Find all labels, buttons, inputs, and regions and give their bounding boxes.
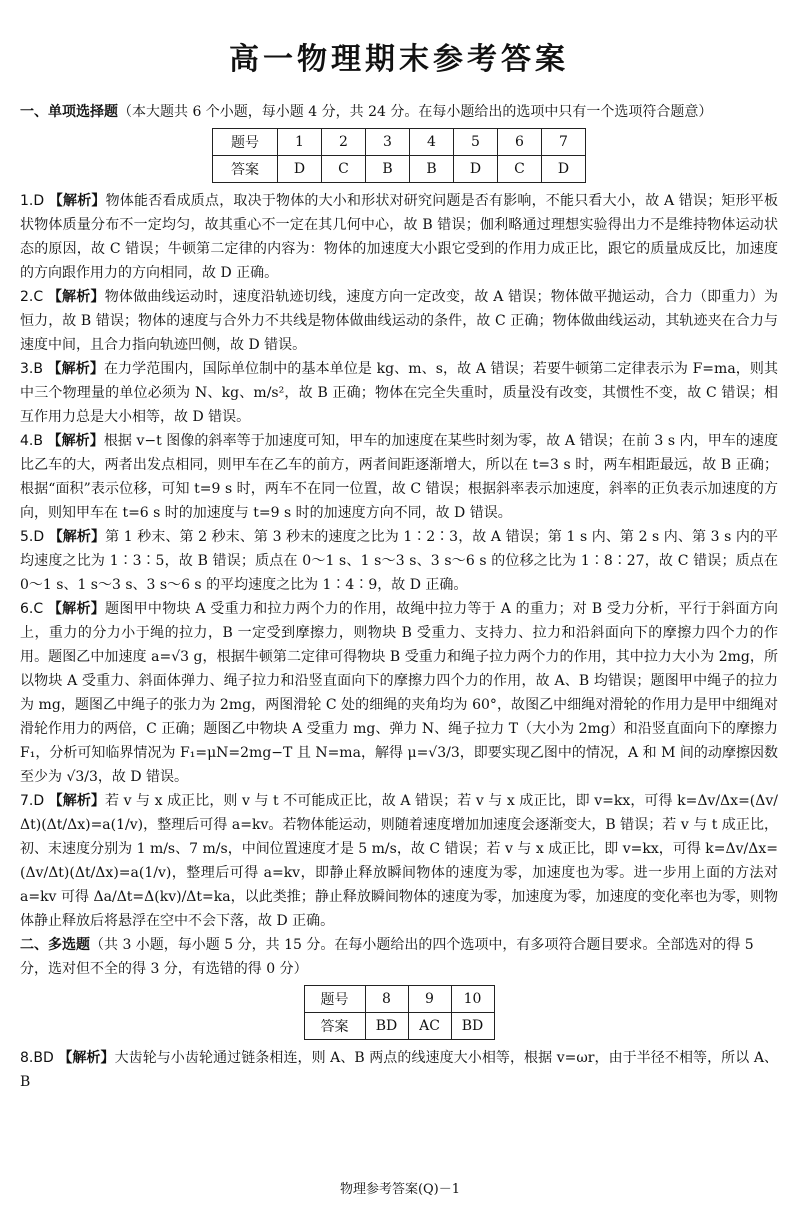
question-number: 10 (451, 986, 494, 1013)
answer-cell: AC (408, 1013, 451, 1040)
answer-cell: C (322, 156, 366, 183)
section-2-answer-table (304, 985, 495, 1040)
row-label-answer: 答案 (304, 1013, 365, 1040)
item-number: 1.D (20, 193, 45, 209)
question-number: 2 (322, 129, 366, 156)
answer-cell: BD (365, 1013, 408, 1040)
answer-cell: D (278, 156, 322, 183)
answer-cell: D (542, 156, 586, 183)
explanation-text: 物体能否看成质点，取决于物体的大小和形状对研究问题是否有影响，不能只看大小，故 A 错误；矩形平板状物体质量分布不一定均匀，故其重心不一定在其几何中心，故 B 错误；伽利略通过理想实验得出力不是维持物体运动状态的原因，故 C 错误；牛顿第二定律的内容为：物体的加速度大小跟它受到的作用力成正比，跟它的质量成反比，加速度的方向跟作用力的方向相同，故 D 正确。 (20, 193, 779, 281)
analysis-tag: 【解析】 (48, 793, 105, 809)
question-number: 6 (498, 129, 542, 156)
question-number: 1 (278, 129, 322, 156)
page-footer: 物理参考答案(Q)－1 (339, 1182, 461, 1197)
analysis-tag: 【解析】 (58, 1050, 115, 1066)
explanation-item-8 (20, 1046, 778, 1094)
row-label-number: 题号 (304, 986, 365, 1013)
question-number: 7 (542, 129, 586, 156)
explanation-text: 若 v 与 x 成正比，则 v 与 t 不可能成正比，故 A 错误；若 v 与 x 成正比，即 v=kx，可得 k=Δv/Δx=(Δv/Δt)(Δt/Δx)=a(1/v)，整理后可得 a=kv。若物体能运动，则随着速度增加加速度会逐渐变大，B 错误；若 v 与 t 成正比，初、末速度分别为 1 m/s、7 m/s，中间位置速度才是 5 m/s，故 C 错误；若 v 与 x 成正比，即 v=kx，可得 k=Δv/Δx=(Δv/Δt)(Δt/Δx)=a(1/v)，整理后可得 a=kv，即静止释放瞬间物体的速度为零，加速度也为零。进一步用上面的方法对 a=kv 可得 Δa/Δt=Δ(kv)/Δt=ka，以此类推；静止释放瞬间物体的速度为零，加速度为零，加速度的变化率也为零，则物体静止释放后将悬浮在空中不会下落，故 D 正确。 (20, 793, 778, 929)
item-number: 4.B (20, 433, 43, 449)
question-number: 5 (454, 129, 498, 156)
section-2-description: （共 3 小题，每小题 5 分，共 15 分。在每小题给出的四个选项中，有多项符合题目要求。全部选对的得 5 分，选对但不全的得 3 分，有选错的得 0 分） (20, 937, 754, 977)
item-number: 3.B (20, 361, 43, 377)
row-label-number: 题号 (213, 129, 278, 156)
answer-cell: BD (451, 1013, 494, 1040)
explanation-item-2 (20, 285, 778, 357)
table-row-numbers (304, 986, 494, 1013)
item-number: 6.C (20, 601, 44, 617)
question-number: 8 (365, 986, 408, 1013)
explanation-text: 题图甲中物块 A 受重力和拉力两个力的作用，故绳中拉力等于 A 的重力；对 B 受力分析，平行于斜面方向上，重力的分力小于绳的拉力，B 一定受到摩擦力，则物块 B 受重力、支持力、拉力和沿斜面向下的摩擦力四个力的作用。题图乙中加速度 a=√3 g，根据牛顿第二定律可得物块 B 受重力和绳子拉力两个力的作用，其中拉力大小为 2mg，所以物块 A 受重力、斜面体弹力、绳子拉力和沿竖直面向下的摩擦力四个力的作用，故 A、B 均错误；题图甲中绳子的拉力为 mg，题图乙中绳子的张力为 2mg，两图滑轮 C 处的细绳的夹角均为 60°，故图乙中细绳对滑轮的作用力是甲中细绳对滑轮作用力的两倍，C 正确；题图乙中物块 A 受重力 mg、弹力 N、绳子拉力 T（大小为 2mg）和沿竖直面向下的摩擦力 F₁，分析可知临界情况为 F₁=μN=2mg−T 且 N=ma，解得 μ=√3/3，即要实现乙图中的情况，A 和 M 间的动摩擦因数至少为 √3/3，故 D 错误。 (20, 601, 779, 785)
explanation-item-6 (20, 597, 778, 789)
item-number: 8.BD (20, 1050, 54, 1066)
answer-cell: B (366, 156, 410, 183)
explanation-item-5 (20, 525, 778, 597)
section-1-answer-table (212, 128, 586, 183)
explanation-text: 第 1 秒末、第 2 秒末、第 3 秒末的速度之比为 1∶2∶3，故 A 错误；第 1 s 内、第 2 s 内、第 3 s 内的平均速度之比为 1∶3∶5，故 B 错误；质点在 0～1 s、1 s～3 s、3 s～6 s 的位移之比为 1∶8∶27，故 C 错误；质点在 0～1 s、1 s～3 s、3 s～6 s 的平均速度之比为 1∶4∶9，故 D 正确。 (20, 529, 779, 593)
answer-cell: C (498, 156, 542, 183)
explanation-item-7 (20, 789, 778, 933)
explanation-text: 物体做曲线运动时，速度沿轨迹切线，速度方向一定改变，故 A 错误；物体做平抛运动，合力（即重力）为恒力，故 B 错误；物体的速度与合外力不共线是物体做曲线运动的条件，故 C 正确；物体做曲线运动，其轨迹夹在合力与速度中间，且合力指向轨迹凹侧，故 D 错误。 (20, 289, 779, 353)
section-2-heading (20, 933, 778, 981)
explanation-text: 在力学范围内，国际单位制中的基本单位是 kg、m、s，故 A 错误；若要牛顿第二定律表示为 F=ma，则其中三个物理量的单位必须为 N、kg、m/s²，故 B 正确；物体在完全失重时，质量没有改变，其惯性不变，故 C 错误；相互作用力总是大小相等，故 D 错误。 (20, 361, 778, 425)
table-row-answers (213, 156, 586, 183)
explanation-text: 大齿轮与小齿轮通过链条相连，则 A、B 两点的线速度大小相等，根据 v=ωr，由于半径不相等，所以 A、B (20, 1050, 779, 1090)
analysis-tag: 【解析】 (47, 433, 104, 449)
answer-cell: D (454, 156, 498, 183)
analysis-tag: 【解析】 (48, 529, 106, 545)
explanation-item-1 (20, 189, 778, 285)
analysis-tag: 【解析】 (47, 289, 105, 305)
section-1-description: （本大题共 6 个小题，每小题 4 分，共 24 分。在每小题给出的选项中只有一个选项符合题意） (118, 104, 713, 120)
table-row-answers (304, 1013, 494, 1040)
analysis-tag: 【解析】 (48, 193, 106, 209)
analysis-tag: 【解析】 (47, 601, 106, 617)
page-title: 高一物理期末参考答案 (229, 42, 569, 77)
section-1-name: 一、单项选择题 (20, 104, 118, 120)
item-number: 2.C (20, 289, 44, 305)
question-number: 4 (410, 129, 454, 156)
explanation-text: 根据 v−t 图像的斜率等于加速度可知，甲车的加速度在某些时刻为零，故 A 错误；在前 3 s 内，甲车的速度比乙车的大，两者出发点相同，则甲车在乙车的前方，两者间距逐渐增大，所以在 t=3 s 时，两车相距最远，故 B 正确；根据“面积”表示位移，可知 t=9 s 时，两车不在同一位置，故 C 错误；根据斜率表示加速度，斜率的正负表示加速度的方向，则知甲车在 t=6 s 时的加速度与 t=9 s 时的加速度方向不同，故 D 错误。 (20, 433, 779, 521)
item-number: 7.D (20, 793, 45, 809)
question-number: 3 (366, 129, 410, 156)
section-1-heading (20, 100, 778, 124)
item-number: 5.D (20, 529, 45, 545)
analysis-tag: 【解析】 (47, 361, 104, 377)
explanation-item-4 (20, 429, 778, 525)
section-2-name: 二、多选题 (20, 937, 90, 953)
answer-cell: B (410, 156, 454, 183)
table-row-numbers (213, 129, 586, 156)
row-label-answer: 答案 (213, 156, 278, 183)
explanation-item-3 (20, 357, 778, 429)
question-number: 9 (408, 986, 451, 1013)
